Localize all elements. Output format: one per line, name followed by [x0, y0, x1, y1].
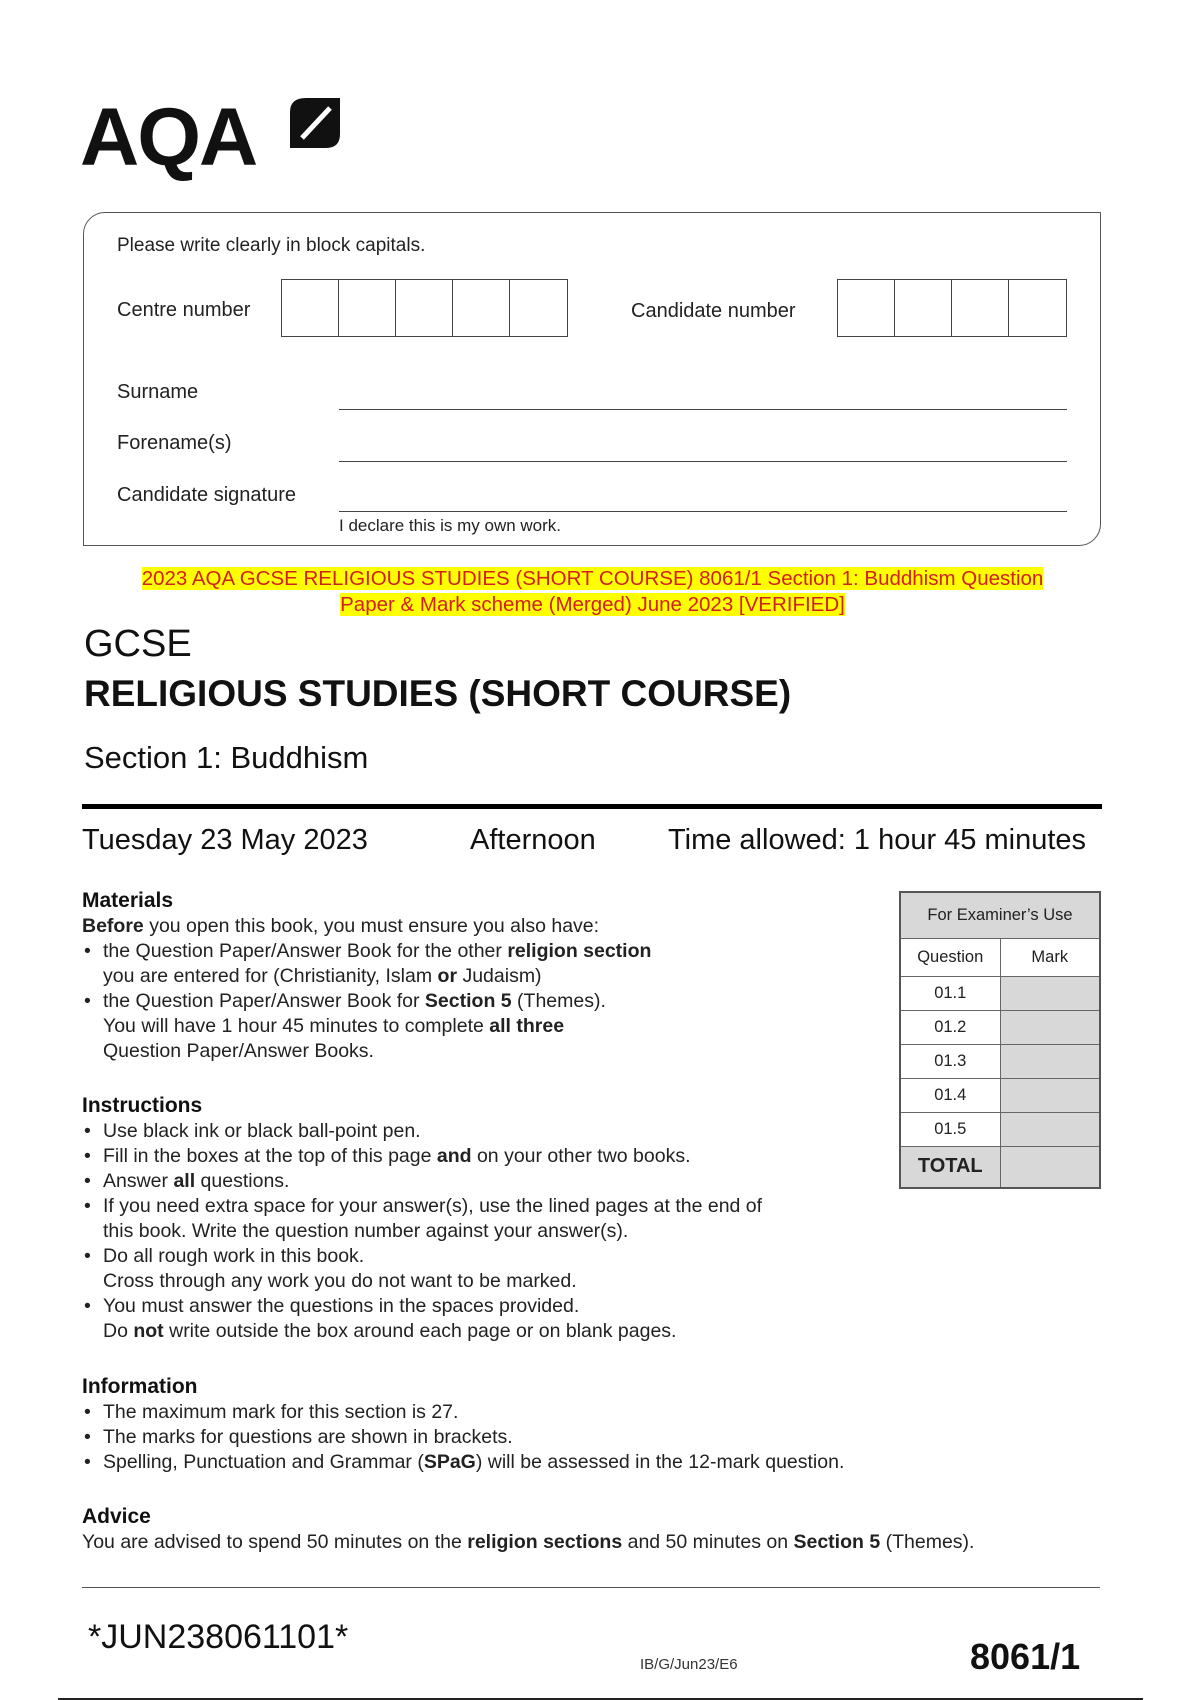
qualification-title: GCSE [84, 623, 192, 665]
signature-label: Candidate signature [117, 484, 297, 506]
question-number: 01.2 [900, 1010, 1000, 1044]
materials-intro: Before you open this book, you must ensure you also have: [82, 915, 600, 937]
information-section [82, 1373, 982, 1475]
candidate-details-box [83, 212, 1101, 546]
advice-heading: Advice [82, 1505, 151, 1528]
advice-text: You are advised to spend 50 minutes on the religion sections and 50 minutes on Section 5 (Themes). [82, 1531, 975, 1553]
instruction-1: • Use black ink or black ball-point pen. [82, 1119, 882, 1144]
advice-section [82, 1503, 1102, 1555]
centre-digit-3[interactable] [396, 280, 453, 336]
exam-date: Tuesday 23 May 2023 [82, 824, 368, 856]
materials-heading: Materials [82, 889, 174, 912]
centre-digit-5[interactable] [510, 280, 567, 336]
aqa-logo [80, 92, 350, 184]
signature-field[interactable] [339, 511, 1067, 512]
aqa-leaf-icon [280, 94, 344, 152]
instruction-6: • You must answer the questions in the spaces provided. Do not write outside the box around each page or on blank pages. [82, 1294, 882, 1344]
mark-cell[interactable] [1000, 1078, 1100, 1112]
instruction-3: • Answer all questions. [82, 1169, 882, 1194]
forenames-field[interactable] [339, 461, 1067, 462]
banner-line-1: 2023 AQA GCSE RELIGIOUS STUDIES (SHORT COURSE) 8061/1 Section 1: Buddhism Question [141, 567, 1044, 590]
instructions-section [82, 1092, 882, 1344]
mark-cell[interactable] [1000, 1044, 1100, 1078]
declaration-text: I declare this is my own work. [339, 516, 562, 535]
information-1: • The maximum mark for this section is 27. [82, 1400, 982, 1425]
candidate-digit-2[interactable] [895, 280, 952, 336]
centre-digit-1[interactable] [282, 280, 339, 336]
surname-field[interactable] [339, 409, 1067, 410]
question-number: 01.4 [900, 1078, 1000, 1112]
paper-reference: IB/G/Jun23/E6 [640, 1656, 738, 1673]
instruction-5: • Do all rough work in this book. Cross through any work you do not want to be marked. [82, 1244, 882, 1294]
examiner-use-table [899, 891, 1101, 1189]
mark-cell[interactable] [1000, 1010, 1100, 1044]
subject-title: RELIGIOUS STUDIES (SHORT COURSE) [84, 673, 792, 714]
information-2: • The marks for questions are shown in brackets. [82, 1425, 982, 1450]
question-number: 01.1 [900, 976, 1000, 1010]
instruction-2: • Fill in the boxes at the top of this page and on your other two books. [82, 1144, 882, 1169]
surname-label: Surname [117, 381, 199, 403]
candidate-number-label: Candidate number [631, 300, 796, 322]
instructions-heading: Instructions [82, 1094, 203, 1117]
instruction-4: • If you need extra space for your answer(s), use the lined pages at the end of this book. Write the question number against your answer(s). [82, 1194, 882, 1244]
centre-digit-4[interactable] [453, 280, 510, 336]
mark-column-header: Mark [1000, 938, 1100, 976]
question-column-header: Question [900, 938, 1000, 976]
materials-item-2: • the Question Paper/Answer Book for Section 5 (Themes). [82, 989, 882, 1014]
total-mark-cell[interactable] [1000, 1146, 1100, 1188]
exam-session: Afternoon [470, 824, 596, 856]
information-heading: Information [82, 1375, 198, 1398]
barcode-text: *JUN238061101* [88, 1618, 349, 1656]
information-3: • Spelling, Punctuation and Grammar (SPaG) will be assessed in the 12-mark question. [82, 1450, 982, 1475]
paper-code: 8061/1 [970, 1636, 1081, 1677]
aqa-logo-text: AQA [80, 92, 257, 183]
centre-number-label: Centre number [117, 299, 251, 321]
candidate-number-boxes [837, 279, 1067, 337]
forenames-label: Forename(s) [117, 432, 232, 454]
materials-section [82, 887, 882, 1064]
candidate-digit-4[interactable] [1009, 280, 1066, 336]
candidate-digit-1[interactable] [838, 280, 895, 336]
question-number: 01.3 [900, 1044, 1000, 1078]
centre-number-boxes [281, 279, 568, 337]
heading-rule [82, 804, 1102, 809]
time-allowed: Time allowed: 1 hour 45 minutes [668, 824, 1087, 856]
footer-rule [82, 1587, 1100, 1588]
examiner-table-title: For Examiner’s Use [900, 892, 1100, 938]
materials-item-1: • the Question Paper/Answer Book for the other religion section you are entered for (Christianity, Islam or Judaism) [82, 939, 882, 989]
materials-note: You will have 1 hour 45 minutes to complete all three Question Paper/Answer Books. [103, 1015, 565, 1062]
mark-cell[interactable] [1000, 976, 1100, 1010]
section-title: Section 1: Buddhism [84, 740, 369, 775]
centre-digit-2[interactable] [339, 280, 396, 336]
block-capitals-instruction: Please write clearly in block capitals. [117, 235, 426, 256]
total-label: TOTAL [900, 1146, 1000, 1188]
banner-line-2: Paper & Mark scheme (Merged) June 2023 [VERIFIED] [340, 593, 845, 616]
mark-cell[interactable] [1000, 1112, 1100, 1146]
candidate-digit-3[interactable] [952, 280, 1009, 336]
title-banner [100, 566, 1085, 618]
question-number: 01.5 [900, 1112, 1000, 1146]
